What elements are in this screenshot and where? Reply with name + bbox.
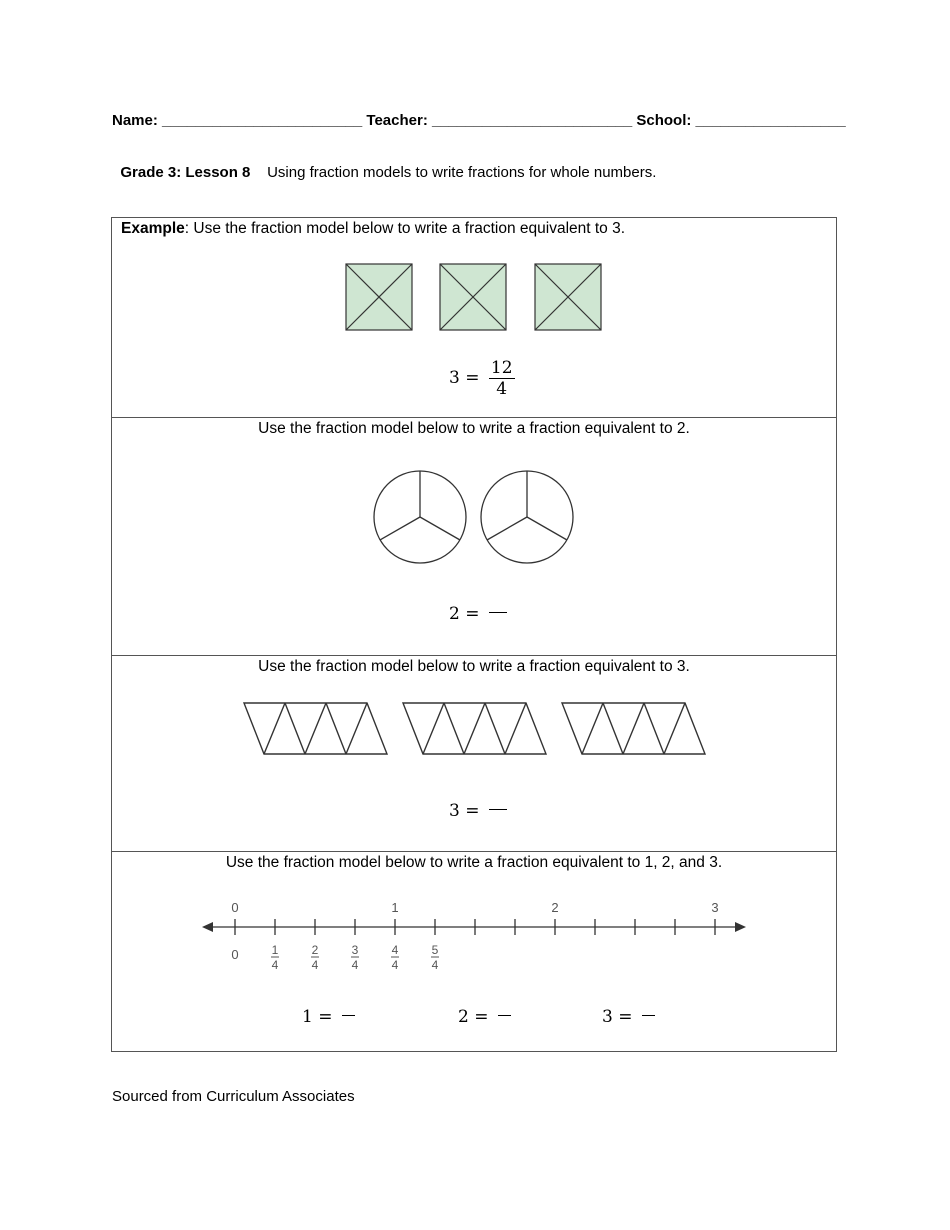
trapezoid-2 bbox=[403, 703, 546, 754]
lesson-title bbox=[112, 147, 656, 181]
svg-text:3: 3 bbox=[351, 943, 359, 957]
lesson-topic: Using fraction models to write fractions for whole numbers. bbox=[267, 164, 657, 181]
problem1-answer-blank[interactable] bbox=[489, 612, 507, 613]
number-line-top-labels bbox=[231, 900, 718, 915]
answer-2-equation: 2 = bbox=[458, 1007, 511, 1027]
circle-1 bbox=[374, 471, 466, 563]
svg-text:1: 1 bbox=[271, 943, 279, 957]
problem1-equation: 2 = bbox=[449, 604, 507, 624]
bottom-fraction-label bbox=[351, 943, 359, 972]
square-1 bbox=[346, 264, 412, 330]
problem2-answer-blank[interactable] bbox=[489, 809, 507, 810]
bottom-fraction-label bbox=[391, 943, 399, 972]
example-fraction: $\frac{12}{4}$ bbox=[490, 358, 513, 399]
problem2-prompt: Use the fraction model below to write a fraction equivalent to 3. bbox=[258, 658, 690, 675]
svg-text:4: 4 bbox=[311, 958, 319, 972]
bottom-fraction-label bbox=[431, 943, 439, 972]
right-arrow-icon bbox=[735, 922, 746, 932]
square-3 bbox=[535, 264, 601, 330]
bottom-fraction-label bbox=[271, 943, 279, 972]
svg-text:4: 4 bbox=[391, 958, 399, 972]
answer-1-equation: 1 = bbox=[302, 1007, 355, 1027]
example-section bbox=[112, 218, 836, 418]
top-label: 1 bbox=[391, 900, 399, 915]
svg-text:2: 2 bbox=[311, 943, 319, 957]
problem1-section bbox=[112, 418, 836, 656]
square-2 bbox=[440, 264, 506, 330]
lesson-grade: Grade 3: Lesson 8 bbox=[120, 164, 251, 181]
svg-text:4: 4 bbox=[351, 958, 359, 972]
answer-3-equation: 3 = bbox=[602, 1007, 655, 1027]
top-label: 2 bbox=[551, 900, 559, 915]
trapezoid-model bbox=[112, 656, 838, 852]
svg-text:4: 4 bbox=[271, 958, 279, 972]
svg-text:5: 5 bbox=[431, 943, 439, 957]
answer-1-blank[interactable] bbox=[342, 1015, 355, 1016]
number-line-bottom-labels bbox=[231, 943, 439, 972]
example-prompt: Example: Use the fraction model below to write a fraction equivalent to 3. bbox=[121, 220, 626, 237]
top-label: 3 bbox=[711, 900, 719, 915]
worksheet-table bbox=[111, 217, 837, 1052]
problem3-section bbox=[112, 852, 836, 1051]
circle-2 bbox=[481, 471, 573, 563]
trapezoid-3 bbox=[562, 703, 705, 754]
problem3-prompt: Use the fraction model below to write a fraction equivalent to 1, 2, and 3. bbox=[225, 854, 723, 871]
svg-text:4: 4 bbox=[391, 943, 399, 957]
problem2-section bbox=[112, 656, 836, 852]
example-equation: 3 = $\frac{12}{4}$ bbox=[449, 358, 513, 399]
answer-3-blank[interactable] bbox=[642, 1015, 655, 1016]
source-credit: Sourced from Curriculum Associates bbox=[112, 1088, 355, 1105]
bottom-label: 0 bbox=[231, 947, 239, 962]
left-arrow-icon bbox=[202, 922, 213, 932]
example-label: Example bbox=[121, 220, 185, 237]
problem1-prompt: Use the fraction model below to write a fraction equivalent to 2. bbox=[258, 420, 690, 437]
top-label: 0 bbox=[231, 900, 239, 915]
trapezoid-1 bbox=[244, 703, 387, 754]
bottom-fraction-label bbox=[311, 943, 319, 972]
svg-text:4: 4 bbox=[431, 958, 439, 972]
name-teacher-school-line[interactable]: Name: ________________________ Teacher: ________________________ School: __________________ bbox=[112, 112, 846, 129]
problem2-equation: 3 = bbox=[449, 801, 507, 821]
answer-2-blank[interactable] bbox=[498, 1015, 511, 1016]
